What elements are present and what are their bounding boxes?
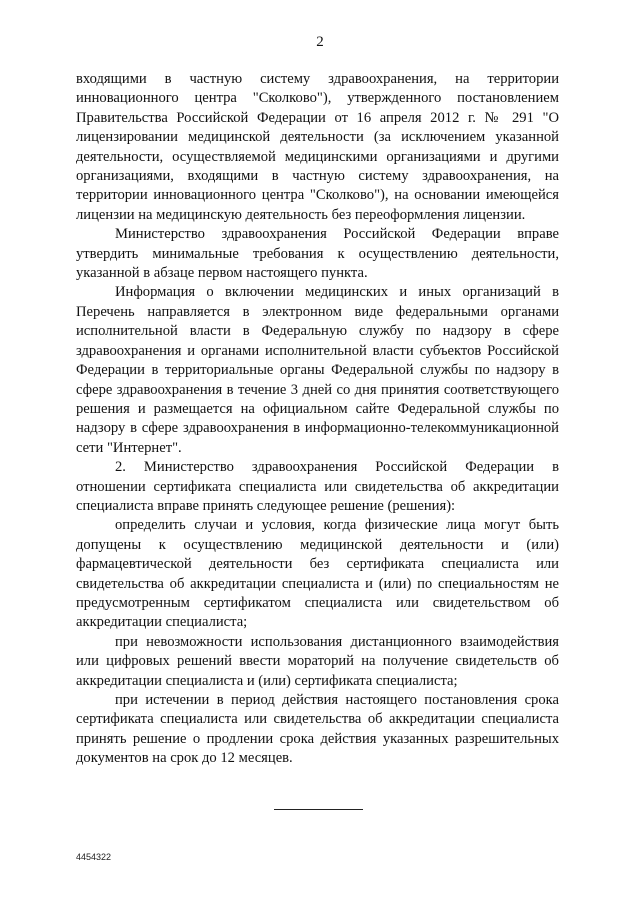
- end-separator-line: [274, 809, 363, 810]
- paragraph-ministry-requirements: Министерство здравоохранения Российской Федерации вправе утвердить минимальные требования к осуществлению деятельности, указанной в абзаце первом настоящего пункта.: [76, 226, 559, 282]
- paragraph-information-list: Информация о включении медицинских и иных организаций в Перечень направляется в электронном виде федеральными органами исполнительной власти в Федеральную службу по надзору в сфере здравоохранения и органами исполнительной власти субъектов Российской Федерации в территориальные органы Федеральной службы по надзору в сфере здравоохранения в течение 3 дней со дня принятия соответствующего решения и размещается на официальном сайте Федеральной службы по надзору в сфере здравоохранения в информационно-телекоммуникационной сети "Интернет".: [76, 284, 559, 456]
- paragraph-define-cases: определить случаи и условия, когда физические лица могут быть допущены к осуществлению медицинской деятельности и (или) фармацевтической деятельности без сертификата специалиста или свидетельства об аккредитации специалиста и (или) по специальностям не предусмотренным сертификатом специалиста или свидетельством об аккредитации специалиста;: [76, 517, 559, 631]
- paragraph-extension: при истечении в период действия настоящего постановления срока сертификата специалиста или свидетельства об аккредитации специалиста принять решение о продлении срока действия указанных разрешительных документов на срок до 12 месяцев.: [76, 692, 559, 767]
- paragraph-item-2: 2. Министерство здравоохранения Российской Федерации в отношении сертификата специалиста или свидетельства об аккредитации специалиста вправе принять следующее решение (решения):: [76, 459, 559, 514]
- document-code: 4454322: [76, 852, 112, 862]
- paragraph-continuation: входящими в частную систему здравоохранения, на территории инновационного центра "Сколково"), утвержденного постановлением Правительства Российской Федерации от 16 апреля 2012 г. № 291 "О лицензировании медицинской деятельности (за исключением указанной деятельности, осуществляемой медицинскими организациями и другими организациями, входящими в частную систему здравоохранения, на территории инновационного центра "Сколково"), на основании имеющейся лицензии на медицинскую деятельность без переоформления лицензии.: [76, 71, 559, 223]
- document-body: [76, 70, 559, 769]
- page-number: 2: [316, 34, 324, 50]
- paragraph-moratorium: при невозможности использования дистанционного взаимодействия или цифровых решений ввести мораторий на получение свидетельств об аккредитации специалиста и (или) сертификата специалиста;: [76, 633, 559, 689]
